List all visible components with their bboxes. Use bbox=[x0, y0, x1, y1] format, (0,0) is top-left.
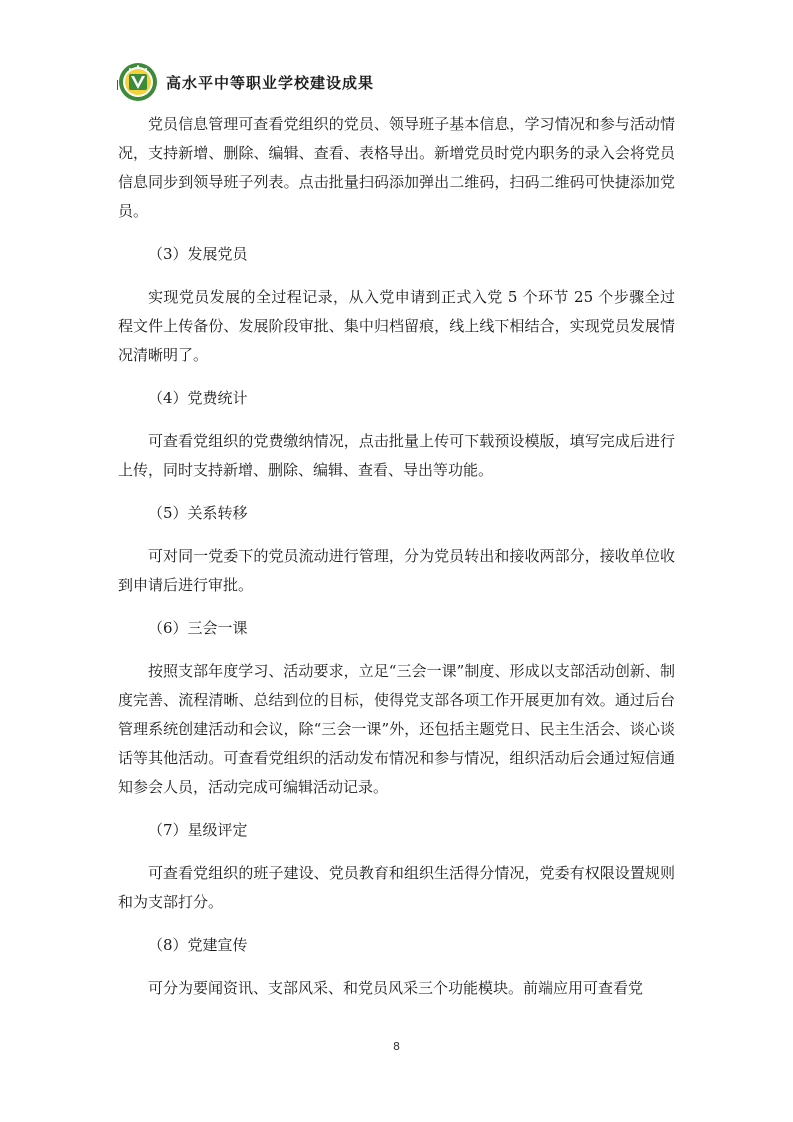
body-paragraph: 可分为要闻资讯、支部风采、和党员风采三个功能模块。前端应用可查看党 bbox=[148, 979, 644, 997]
document-body bbox=[118, 110, 675, 1017]
page-header bbox=[118, 62, 374, 102]
body-paragraph: 按照支部年度学习、活动要求，立足“三会一课”制度、形成以支部活动创新、制度完善、流程清晰、总结到位的目标，使得党支部各项工作开展更加有效。通过后台管理系统创建活动和会议，除“三会一课”外，还包括主题党日、民主生活会、谈心谈话等其他活动。可查看党组织的活动发布情况和参与情况，组织活动后会通过短信通知参会人员，活动完成可编辑活动记录。 bbox=[118, 662, 675, 796]
section-heading: （4）党费统计 bbox=[148, 389, 248, 407]
body-paragraph: 可查看党组织的党费缴纳情况，点击批量上传可下载预设模版，填写完成后进行上传，同时支持新增、删除、编辑、查看、导出等功能。 bbox=[118, 432, 675, 479]
body-paragraph: 可对同一党委下的党员流动进行管理，分为党员转出和接收两部分，接收单位收到申请后进行审批。 bbox=[118, 547, 675, 594]
section-heading: （5）关系转移 bbox=[148, 504, 248, 522]
body-paragraph: 实现党员发展的全过程记录，从入党申请到正式入党 5 个环节 25 个步骤全过程文件上传备份、发展阶段审批、集中归档留痕，线上线下相结合，实现党员发展情况清晰明了。 bbox=[118, 288, 675, 364]
page-number: 8 bbox=[393, 1040, 400, 1053]
body-paragraph: 可查看党组织的班子建设、党员教育和组织生活得分情况，党委有权限设置规则和为支部打分。 bbox=[118, 864, 675, 911]
section-heading: （6）三会一课 bbox=[148, 619, 248, 637]
section-heading: （7）星级评定 bbox=[148, 821, 248, 839]
section-heading: （3）发展党员 bbox=[148, 245, 248, 263]
section-heading: （8）党建宣传 bbox=[148, 936, 248, 954]
header-title: 高水平中等职业学校建设成果 bbox=[166, 73, 375, 92]
body-paragraph: 党员信息管理可查看党组织的党员、领导班子基本信息，学习情况和参与活动情况，支持新增、删除、编辑、查看、表格导出。新增党员时党内职务的录入会将党员信息同步到领导班子列表。点击批量扫码添加弹出二维码，扫码二维码可快捷添加党员。 bbox=[118, 115, 675, 220]
school-emblem-icon bbox=[118, 62, 158, 102]
